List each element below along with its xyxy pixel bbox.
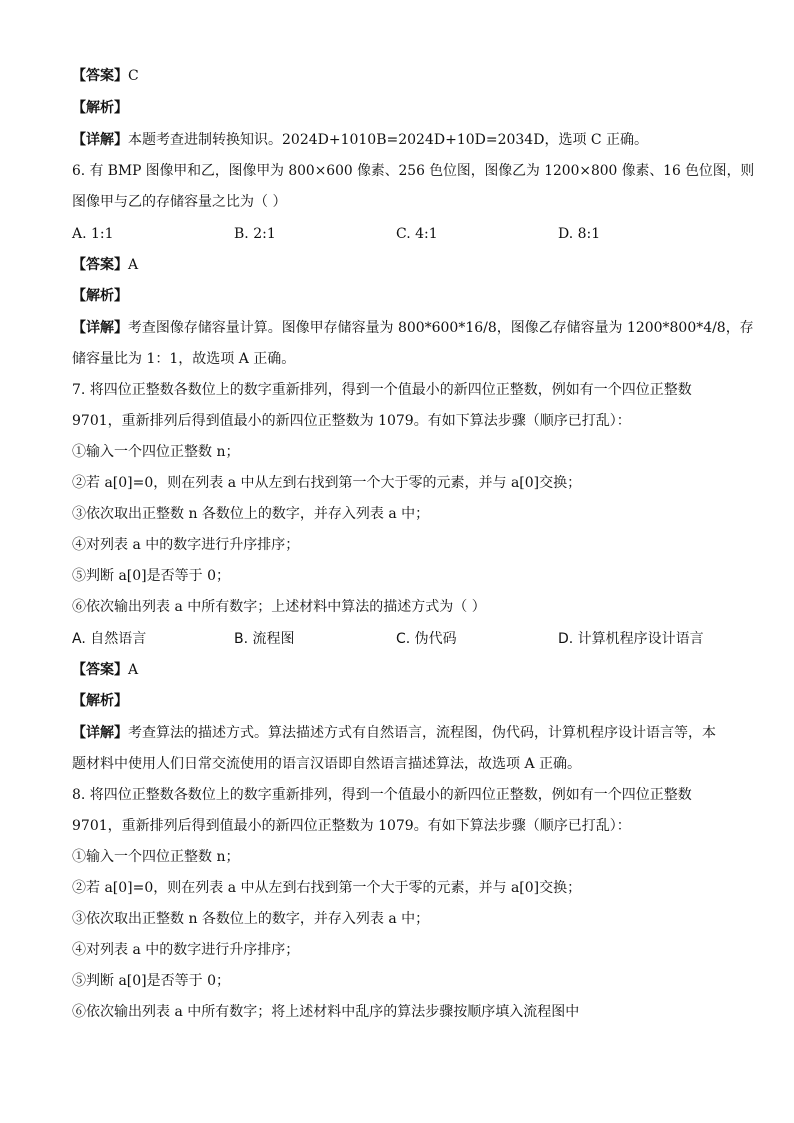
answer-value: A: [128, 257, 139, 273]
option-d: D. 8:1: [558, 226, 601, 242]
option-a: A. 自然语言: [72, 631, 147, 647]
answer-line-q7: [72, 660, 138, 680]
detail-text: 本题考查进制转换知识。2024D+1010B=2024D+10D=2034D，选项 C 正确。: [128, 132, 649, 148]
detail-line-q6-2: 储容量比为 1：1，故选项 A 正确。: [72, 351, 296, 367]
answer-tag: 【答案】: [72, 662, 128, 678]
answer-line-q5: [72, 66, 139, 86]
detail-tag: 【详解】: [72, 132, 128, 148]
question-7-step-4: ④对列表 a 中的数字进行升序排序；: [72, 537, 300, 553]
detail-line-q7-2: 题材料中使用人们日常交流使用的语言汉语即自然语言描述算法，故选项 A 正确。: [72, 756, 582, 772]
question-8-step-6: ⑥依次输出列表 a 中所有数字；将上述材料中乱序的算法步骤按顺序填入流程图中: [72, 1004, 580, 1020]
question-8-stem-line-1: 8. 将四位正整数各数位上的数字重新排列，得到一个值最小的新四位正整数，例如有一个四位正整数: [72, 787, 692, 803]
question-6-options: [72, 224, 722, 244]
detail-line-q7-1: [72, 723, 716, 743]
question-7-options: [72, 629, 722, 649]
detail-line-q5: [72, 130, 648, 150]
question-7-step-6: ⑥依次输出列表 a 中所有数字；上述材料中算法的描述方式为（ ）: [72, 599, 486, 615]
detail-text: 考查算法的描述方式。算法描述方式有自然语言，流程图，伪代码，计算机程序设计语言等，本: [128, 725, 716, 741]
analysis-tag: 【解析】: [72, 100, 128, 116]
question-8-step-4: ④对列表 a 中的数字进行升序排序；: [72, 942, 300, 958]
detail-text: 考查图像存储容量计算。图像甲存储容量为 800*600*16/8，图像乙存储容量为 1200*800*4/8，存: [127, 320, 754, 336]
option-b: B. 2:1: [234, 226, 276, 242]
question-7-step-5: ⑤判断 a[0]是否等于 0；: [72, 568, 230, 584]
question-7-step-2: ②若 a[0]=0，则在列表 a 中从左到右找到第一个大于零的元素，并与 a[0]交换；: [72, 475, 582, 491]
question-6-stem-line-2: 图像甲与乙的存储容量之比为（ ）: [72, 194, 287, 210]
answer-tag: 【答案】: [72, 68, 128, 84]
answer-tag: 【答案】: [72, 257, 128, 273]
option-d: D. 计算机程序设计语言: [558, 631, 704, 647]
detail-tag: 【详解】: [72, 320, 128, 336]
analysis-heading-q7: [72, 691, 128, 711]
question-8-step-5: ⑤判断 a[0]是否等于 0；: [72, 973, 230, 989]
option-c: C. 4:1: [396, 226, 438, 242]
question-7-step-3: ③依次取出正整数 n 各数位上的数字，并存入列表 a 中；: [72, 506, 430, 522]
option-b: B. 流程图: [234, 631, 295, 647]
answer-value: A: [128, 662, 139, 678]
option-a: A. 1:1: [72, 226, 114, 242]
answer-line-q6: [72, 255, 138, 275]
detail-line-q6-1: [72, 318, 754, 338]
question-8-stem-line-2: 9701，重新排列后得到值最小的新四位正整数为 1079。有如下算法步骤（顺序已打乱）：: [72, 818, 631, 834]
detail-tag: 【详解】: [72, 725, 128, 741]
question-7-step-1: ①输入一个四位正整数 n；: [72, 444, 240, 460]
question-7-stem-line-1: 7. 将四位正整数各数位上的数字重新排列，得到一个值最小的新四位正整数，例如有一个四位正整数: [72, 382, 692, 398]
question-6-stem-line-1: 6. 有 BMP 图像甲和乙，图像甲为 800×600 像素、256 色位图，图像乙为 1200×800 像素、16 色位图，则: [72, 163, 755, 179]
answer-value: C: [128, 68, 139, 84]
analysis-heading-q6: [72, 286, 128, 306]
question-8-step-3: ③依次取出正整数 n 各数位上的数字，并存入列表 a 中；: [72, 911, 430, 927]
analysis-heading-q5: [72, 98, 128, 118]
option-c: C. 伪代码: [396, 631, 457, 647]
analysis-tag: 【解析】: [72, 693, 128, 709]
analysis-tag: 【解析】: [72, 288, 128, 304]
question-8-step-2: ②若 a[0]=0，则在列表 a 中从左到右找到第一个大于零的元素，并与 a[0]交换；: [72, 880, 582, 896]
question-8-step-1: ①输入一个四位正整数 n；: [72, 849, 240, 865]
question-7-stem-line-2: 9701，重新排列后得到值最小的新四位正整数为 1079。有如下算法步骤（顺序已打乱）：: [72, 413, 631, 429]
